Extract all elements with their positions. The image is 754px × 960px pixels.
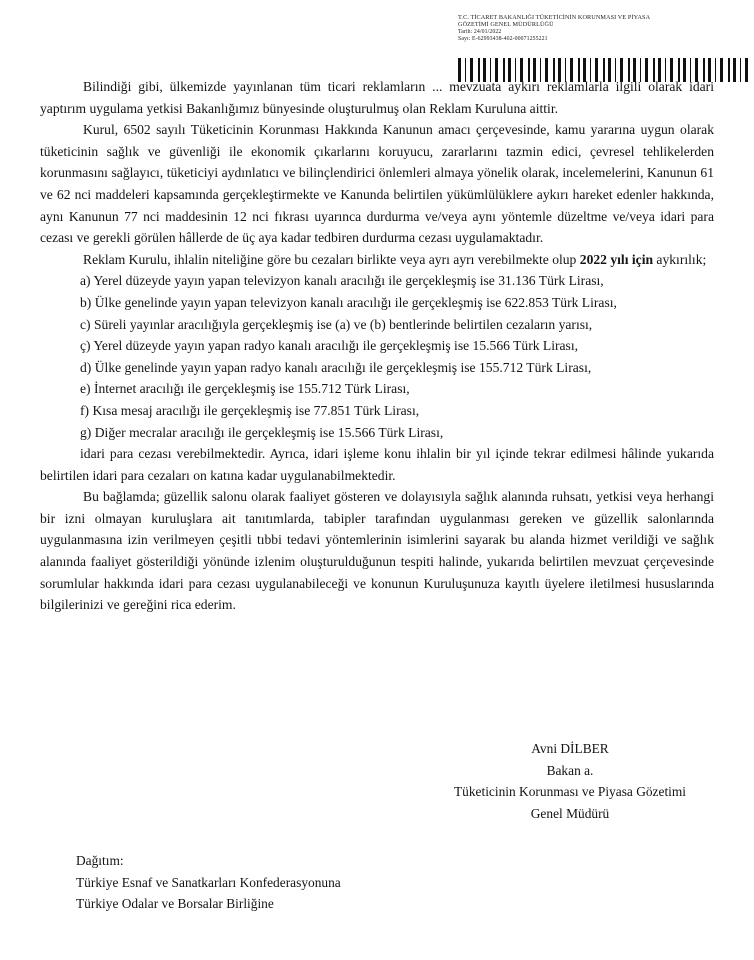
- paragraph-request: Bu bağlamda; güzellik salonu olarak faaliyet gösteren ve dolayısıyla sağlık alanında ruhsatı, yetkisi veya herhangi bir izni olmayan kuruluşlara ait tanıtımlarda, tabipler tarafından uygulanması gereken ve güzellik salonlarında uygulanmasına izin verilmeyen çeşitli tıbbi tedavi yöntemlerinin isimlerini sayarak bu alanda hizmet verildiği ve sağlık alanında faaliyet gösterildiği yönünde izlenim oluşturulduğunun tespiti halinde, yukarıda belirtilen mevzuat çerçevesinde sorumlular hakkında idari para cezası uygulanabileceği ve konunun Kuruluşunuza kayıtlı üyelere iletilmesi hususlarında bilgilerinizi ve gereğini rica ederim.: [40, 489, 714, 613]
- penalties-intro-end: aykırılık;: [653, 251, 707, 267]
- signatory-unit-line2: Genel Müdürü: [530, 805, 610, 821]
- signatory-unit-line1: Tüketicinin Korunması ve Piyasa Gözetimi: [453, 784, 687, 800]
- signatory-role: Bakan a.: [546, 762, 594, 778]
- paragraph-kurul: Kurul, 6502 sayılı Tüketicinin Korunması Hakkında Kanunun amacı çerçevesinde, kamu yararına uygun olarak tüketicinin sağlık ve güvenliği ile ekonomik çıkarlarını koruyucu, zararlarını tazmin edici, çevresel tehlikelerden korunmasını sağlayıcı, tüketiciyi aydınlatıcı ve bilinçlendirici önlemleri almaya yönelik olarak, incelemelerini, Kanunun 61 ve 62 nci maddeleri kapsamında gerçekleştirmekte ve Kanunda belirtilen yükümlülüklere aykırı hareket edenler hakkında, aynı Kanunun 77 nci maddesinin 12 nci fıkrası uyarınca durdurma ve/veya aynı yöntemle düzeltme ve/veya idari para cezası ve gerekli görülen hâllerde de üç aya kadar tedbiren durdurma cezası uygulamaktadır.: [40, 122, 714, 246]
- institution-name-line2: GÖZETİMİ GENEL MÜDÜRLÜĞÜ: [458, 21, 554, 29]
- distribution-recipient: Türkiye Odalar ve Borsalar Birliğine: [76, 896, 274, 912]
- distribution-heading: Dağıtım:: [76, 853, 124, 868]
- penalty-item-f: f) Kısa mesaj aracılığı ile gerçekleşmiş ise 77.851 Türk Lirası,: [80, 402, 420, 418]
- document-header-stamp: [458, 14, 748, 44]
- institution-name-line1: T.C. TİCARET BAKANLIĞI TÜKETİCİNİN KORUNMASI VE PİYASA: [458, 14, 651, 21]
- penalty-item-d: d) Ülke genelinde yayın yapan radyo kanalı aracılığı ile gerçekleşmiş ise 155.712 Türk Lirası,: [80, 359, 592, 375]
- document-number: Sayı: E-62993438-402-00071255221: [458, 36, 548, 43]
- letter-body: [40, 76, 714, 616]
- penalty-item-b: b) Ülke genelinde yayın yapan televizyon kanalı aracılığı ile gerçekleşmiş ise 622.853 Türk Lirası,: [80, 294, 617, 310]
- signature-block: [410, 738, 730, 824]
- penalties-intro-text: Reklam Kurulu, ihlalin niteliğine göre bu cezaları birlikte veya ayrı ayrı verebilmekte olup: [83, 251, 580, 267]
- document-date: Tarih: 24/01/2022: [458, 28, 502, 35]
- signatory-name: Avni DİLBER: [531, 741, 609, 756]
- penalty-item-g: g) Diğer mecralar aracılığı ile gerçekleşmiş ise 15.566 Türk Lirası,: [80, 424, 444, 440]
- paragraph-intro: Bilindiği gibi, ülkemizde yayınlanan tüm ticari reklamların ... mevzuata aykırı reklamlarla ilgili olarak idari yaptırım uygulama yetkisi Bakanlığımız bünyesinde oluşturulmuş olan Reklam Kuruluna aittir.: [40, 79, 714, 116]
- paragraph-continuation: idari para cezası verebilmektedir. Ayrıca, idari işleme konu ihlalin bir yıl içinde tekrar edilmesi hâlinde yukarıda belirtilen idari para cezaları on katına kadar uygulanabilmektedir.: [40, 446, 714, 483]
- penalty-item-c: c) Süreli yayınlar aracılığıyla gerçekleşmiş ise (a) ve (b) bentlerinde belirtilen cezaların yarısı,: [80, 316, 593, 332]
- distribution-list: [76, 850, 496, 915]
- distribution-recipient: Türkiye Esnaf ve Sanatkarları Konfederasyonuna: [76, 874, 341, 890]
- penalty-item-a: a) Yerel düzeyde yayın yapan televizyon kanalı aracılığı ile gerçekleşmiş ise 31.136 Türk Lirası,: [80, 273, 604, 289]
- penalties-year: 2022 yılı için: [579, 251, 654, 267]
- penalty-item-e: e) İnternet aracılığı ile gerçekleşmiş ise 155.712 Türk Lirası,: [80, 381, 410, 397]
- penalty-item-c-cedilla: ç) Yerel düzeyde yayın yapan radyo kanalı aracılığı ile gerçekleşmiş ise 15.566 Türk Lirası,: [80, 338, 579, 354]
- paragraph-penalties-intro: [40, 249, 714, 271]
